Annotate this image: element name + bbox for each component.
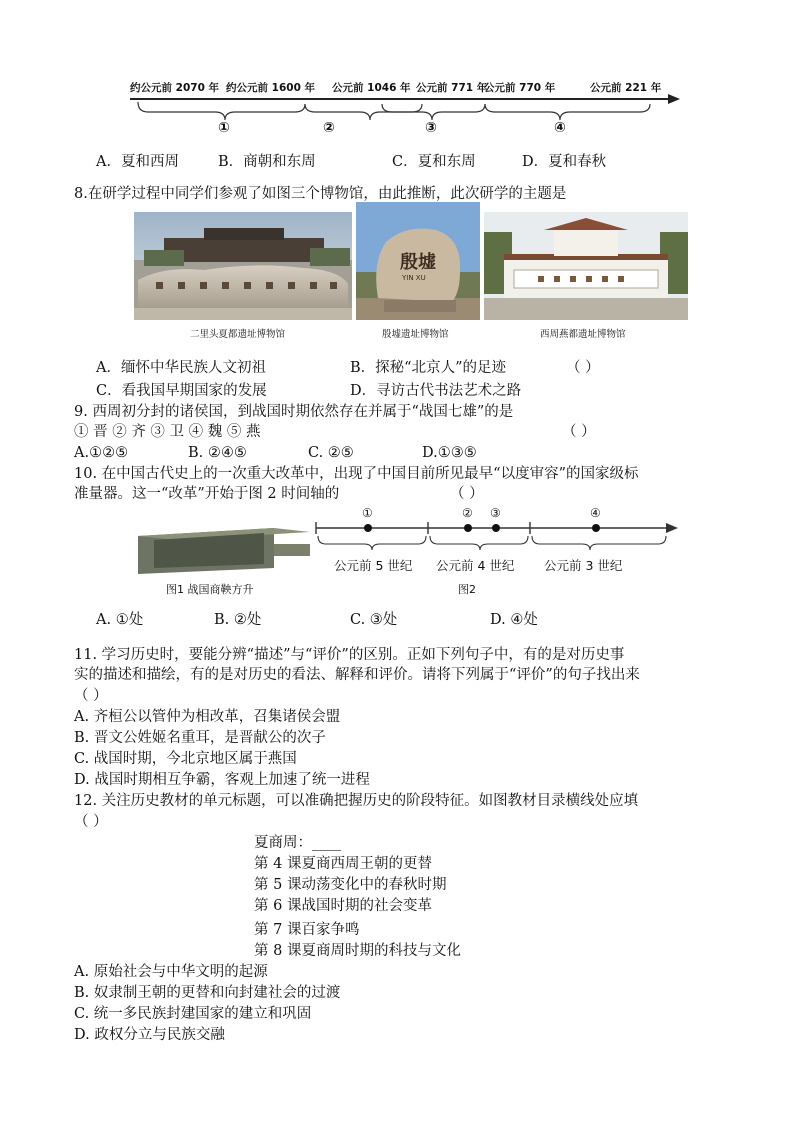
q9-bracket: （ ） — [562, 424, 596, 440]
toc-lesson-6: 第 6 课战国时期的社会变革 — [254, 898, 432, 914]
q8-option-c[interactable]: C．看我国早期国家的发展 — [96, 383, 267, 399]
q9-option-a[interactable]: A.①②⑤ — [74, 445, 129, 461]
timeline-2-century-4: 公元前 4 世纪 — [436, 558, 515, 573]
q11-bracket: （ ） — [74, 688, 108, 704]
photo-yinxu-museum — [356, 202, 480, 320]
timeline-2-mark-1: ① — [362, 506, 373, 520]
q12-bracket: （ ） — [74, 814, 108, 830]
timeline-1-label-2: 约公元前 1600 年 — [226, 82, 316, 94]
q11-option-d[interactable]: D. 战国时期相互争霸，客观上加速了统一进程 — [74, 772, 370, 788]
yinxu-sign-pinyin: YIN XU — [402, 274, 426, 282]
photo-xizhou-yandu-museum — [484, 212, 688, 320]
q9-option-c[interactable]: C. ②⑤ — [308, 445, 354, 461]
q9-option-b[interactable]: B. ②④⑤ — [188, 445, 247, 461]
timeline-2 — [312, 506, 686, 576]
timeline-1-mark-3: ③ — [425, 120, 437, 136]
toc-lesson-7: 第 7 课百家争鸣 — [254, 922, 360, 938]
q11-option-c[interactable]: C. 战国时期，今北京地区属于燕国 — [74, 751, 297, 767]
q8-option-a[interactable]: A．缅怀中华民族人文初祖 — [96, 360, 266, 376]
toc-lesson-8: 第 8 课夏商周时期的科技与文化 — [254, 943, 461, 959]
q8-option-b[interactable]: B．探秘“北京人”的足迹 — [350, 360, 506, 376]
q7-option-d[interactable]: D．夏和春秋 — [522, 154, 607, 170]
photo-erlitou-museum — [134, 212, 352, 320]
timeline-2-mark-2: ② — [462, 506, 473, 520]
q9-stem: 9. 西周初分封的诸侯国，到战国时期依然存在并属于“战国七雄”的是 — [74, 404, 514, 420]
photo-shang-yang-fangsheng — [124, 516, 314, 578]
timeline-1-label-6: 公元前 221 年 — [590, 82, 662, 94]
q11-option-a[interactable]: A. 齐桓公以管仲为相改革，召集诸侯会盟 — [74, 709, 341, 725]
q11-option-b[interactable]: B. 晋文公姓姬名重耳，是晋献公的次子 — [74, 730, 326, 746]
timeline-1-mark-2: ② — [323, 120, 335, 136]
timeline-2-century-3: 公元前 3 世纪 — [544, 558, 623, 573]
timeline-1-label-5: 公元前 770 年 — [484, 82, 556, 94]
q12-option-a[interactable]: A. 原始社会与中华文明的起源 — [74, 964, 268, 980]
fig2-caption: 图2 — [458, 583, 476, 596]
timeline-1 — [120, 72, 690, 142]
q10-option-a[interactable]: A. ①处 — [96, 612, 144, 628]
q11-stem-line-2: 实的描述和描绘，有的是对历史的看法、解释和评价。请将下列属于“评价”的句子找出来 — [74, 667, 640, 683]
q10-option-d[interactable]: D. ④处 — [490, 612, 538, 628]
timeline-2-century-5: 公元前 5 世纪 — [334, 558, 413, 573]
fig1-caption: 图1 战国商鞅方升 — [166, 583, 254, 596]
q8-bracket: （ ） — [566, 360, 600, 376]
timeline-1-mark-1: ① — [218, 120, 230, 136]
q11-stem-line-1: 11. 学习历史时，要能分辨“描述”与“评价”的区别。正如下列句子中，有的是对历史事 — [74, 647, 625, 663]
caption-xizhou-yandu: 西周燕都遗址博物馆 — [540, 329, 626, 340]
q7-option-b[interactable]: B．商朝和东周 — [218, 154, 316, 170]
yinxu-sign-text: 殷墟 — [400, 252, 436, 273]
q12-option-d[interactable]: D. 政权分立与民族交融 — [74, 1027, 225, 1043]
timeline-2-mark-3: ③ — [490, 506, 501, 520]
timeline-1-label-1: 约公元前 2070 年 — [130, 82, 220, 94]
q12-option-c[interactable]: C. 统一多民族封建国家的建立和巩固 — [74, 1006, 312, 1022]
q7-option-c[interactable]: C．夏和东周 — [392, 154, 476, 170]
q10-stem-line-2: 准量器。这一“改革”开始于图 2 时间轴的 — [74, 486, 340, 502]
timeline-1-label-4: 公元前 771 年 — [416, 82, 488, 94]
q9-option-d[interactable]: D.①③⑤ — [422, 445, 477, 461]
toc-lesson-5: 第 5 课动荡变化中的春秋时期 — [254, 877, 447, 893]
q9-items: ① 晋 ② 齐 ③ 卫 ④ 魏 ⑤ 燕 — [74, 424, 261, 440]
toc-unit-title: 夏商周：____ — [254, 835, 341, 851]
q8-option-d[interactable]: D．寻访古代书法艺术之路 — [350, 383, 522, 399]
q8-stem: 8.在研学过程中同学们参观了如图三个博物馆，由此推断，此次研学的主题是 — [74, 186, 567, 202]
q10-option-c[interactable]: C. ③处 — [350, 612, 398, 628]
q12-option-b[interactable]: B. 奴隶制王朝的更替和向封建社会的过渡 — [74, 985, 341, 1001]
timeline-1-mark-4: ④ — [554, 120, 566, 136]
q10-option-b[interactable]: B. ②处 — [214, 612, 262, 628]
q7-option-a[interactable]: A．夏和西周 — [96, 154, 179, 170]
q10-bracket: （ ） — [450, 486, 484, 502]
q10-stem-line-1: 10. 在中国古代史上的一次重大改革中，出现了中国目前所见最早“以度审容”的国家级标 — [74, 466, 639, 482]
caption-yinxu: 殷墟遗址博物馆 — [382, 329, 449, 340]
q12-stem: 12. 关注历史教材的单元标题，可以准确把握历史的阶段特征。如图教材目录横线处应填 — [74, 793, 639, 809]
timeline-2-mark-4: ④ — [590, 506, 601, 520]
timeline-1-label-3: 公元前 1046 年 — [332, 82, 411, 94]
toc-lesson-4: 第 4 课夏商西周王朝的更替 — [254, 856, 432, 872]
caption-erlitou: 二里头夏都遗址博物馆 — [190, 329, 286, 340]
